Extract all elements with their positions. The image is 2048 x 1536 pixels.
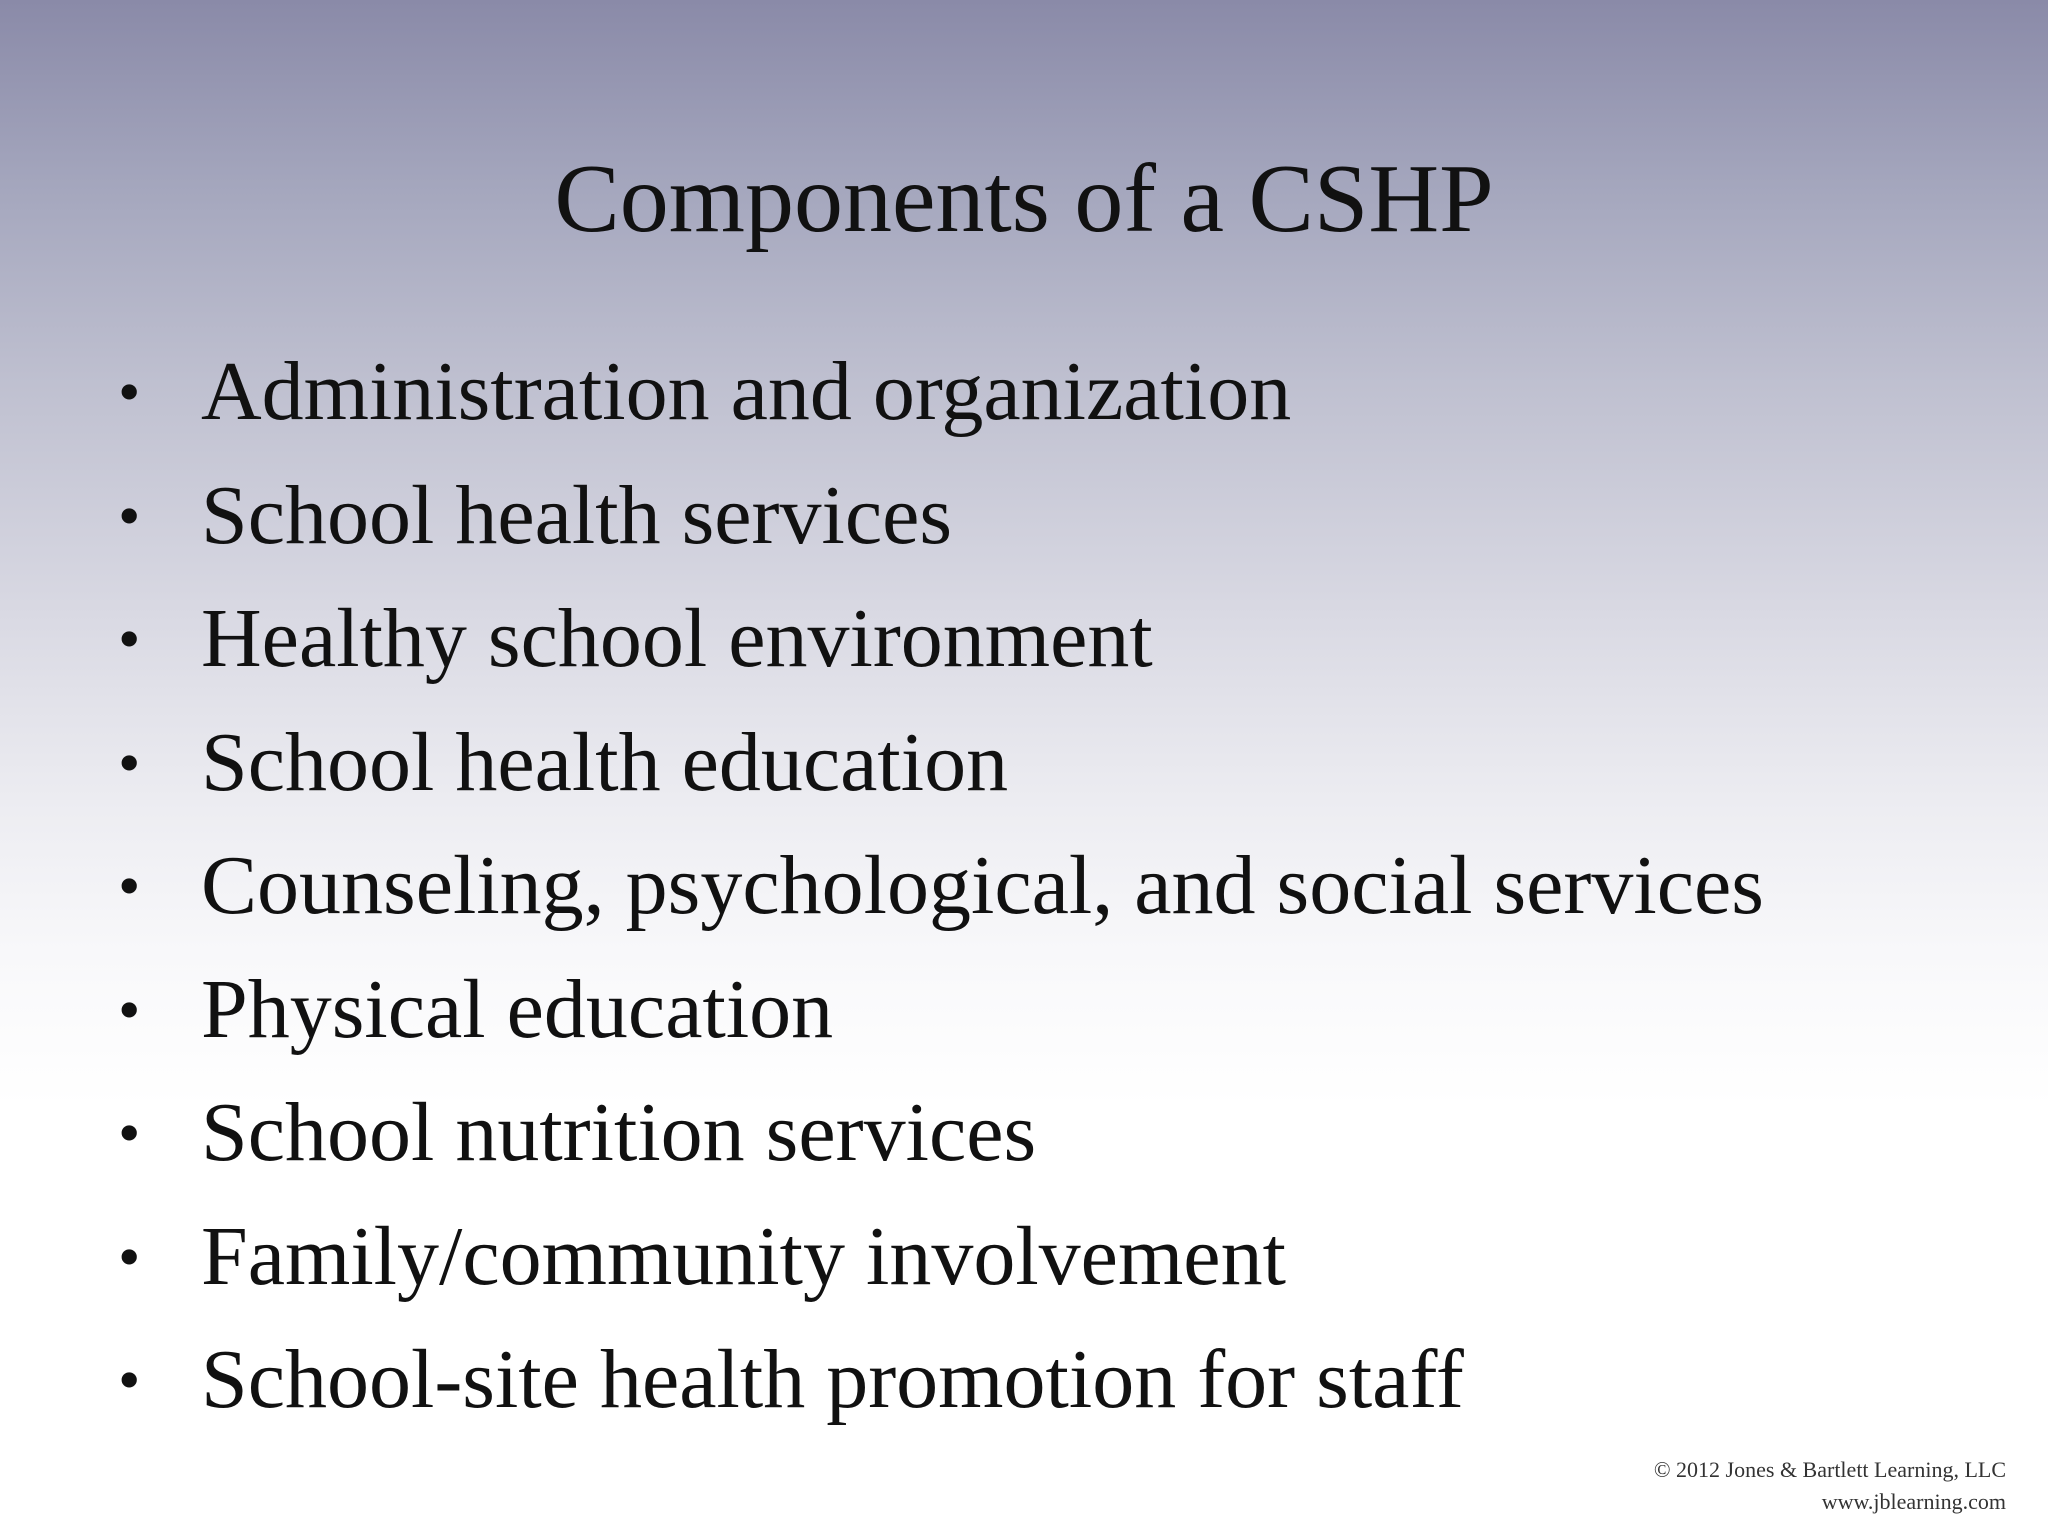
- bullet-icon: •: [118, 356, 141, 427]
- list-item: [118, 1207, 1998, 1331]
- list-item: [118, 960, 1998, 1084]
- list-item: [118, 1330, 1998, 1454]
- list-item: [118, 836, 1998, 960]
- bullet-text: School health education: [201, 715, 1009, 809]
- bullet-icon: •: [118, 603, 141, 674]
- slide-title: Components of a CSHP: [554, 145, 1494, 253]
- bullet-text: School-site health promotion for staff: [201, 1333, 1464, 1426]
- bullet-text: School health services: [201, 468, 953, 562]
- list-item: [118, 713, 1998, 837]
- bullet-text: School nutrition services: [201, 1086, 1037, 1179]
- bullet-text: Counseling, psychological, and social services: [201, 839, 1764, 932]
- list-item: [118, 466, 1998, 590]
- bullet-text: Physical education: [201, 962, 834, 1056]
- copyright-notice: [1654, 1454, 2006, 1518]
- copyright-text: © 2012 Jones & Bartlett Learning, LLC: [1653, 1457, 2006, 1482]
- bullet-list: [118, 342, 1998, 1454]
- list-item: [118, 342, 1998, 466]
- bullet-text: Family/community involvement: [201, 1209, 1286, 1303]
- bullet-icon: •: [118, 479, 141, 551]
- list-item: [118, 589, 1998, 713]
- bullet-icon: •: [118, 726, 141, 798]
- list-item: [118, 1083, 1998, 1207]
- bullet-icon: •: [118, 973, 141, 1045]
- bullet-icon: •: [118, 1097, 141, 1168]
- bullet-icon: •: [118, 1344, 141, 1415]
- bullet-text: Administration and organization: [201, 345, 1292, 438]
- bullet-text: Healthy school environment: [201, 592, 1153, 685]
- bullet-icon: •: [118, 850, 141, 921]
- bullet-icon: •: [118, 1220, 141, 1292]
- publisher-url: www.jblearning.com: [1821, 1489, 2006, 1514]
